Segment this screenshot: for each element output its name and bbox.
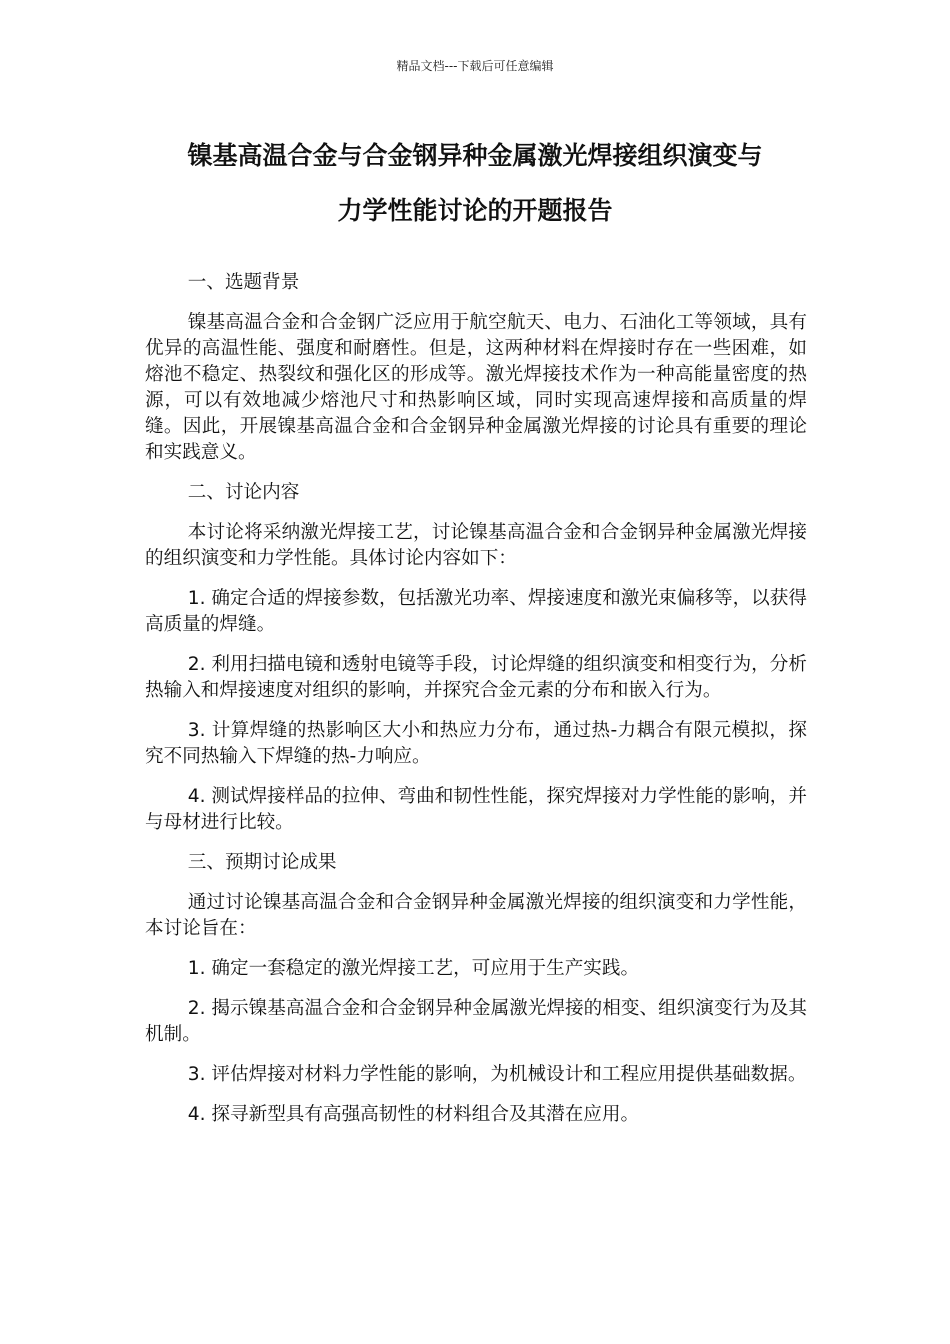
section-heading-expected-results: 三、预期讨论成果 — [187, 852, 337, 873]
list-item: 4. 测试焊接样品的拉伸、弯曲和韧性性能，探究焊接对力学性能的影响，并与母材进行比较。 — [145, 786, 807, 833]
paragraph-content-intro: 本讨论将采纳激光焊接工艺，讨论镍基高温合金和合金钢异种金属激光焊接的组织演变和力学性能。具体讨论内容如下： — [145, 522, 807, 569]
list-item: 1. 确定一套稳定的激光焊接工艺，可应用于生产实践。 — [187, 958, 640, 979]
document-title-line-2: 力学性能讨论的开题报告 — [337, 196, 613, 225]
list-item: 3. 计算焊缝的热影响区大小和热应力分布，通过热-力耦合有限元模拟，探究不同热输入下焊缝的热-力响应。 — [145, 720, 807, 767]
header-note: 精品文档---下载后可任意编辑 — [396, 59, 554, 73]
section-heading-content: 二、讨论内容 — [187, 482, 300, 503]
section-heading-background: 一、选题背景 — [187, 272, 300, 293]
document-body — [145, 270, 807, 1142]
paragraph-results-intro: 通过讨论镍基高温合金和合金钢异种金属激光焊接的组织演变和力学性能，本讨论旨在： — [145, 892, 807, 939]
document-title-line-1: 镍基高温合金与合金钢异种金属激光焊接组织演变与 — [187, 141, 763, 170]
list-item: 4. 探寻新型具有高强高韧性的材料组合及其潜在应用。 — [187, 1104, 640, 1125]
list-item: 1. 确定合适的焊接参数，包括激光功率、焊接速度和激光束偏移等，以获得高质量的焊缝。 — [145, 588, 807, 635]
paragraph-background: 镍基高温合金和合金钢广泛应用于航空航天、电力、石油化工等领域，具有优异的高温性能、强度和耐磨性。但是，这两种材料在焊接时存在一些困难，如熔池不稳定、热裂纹和强化区的形成等。激光焊接技术作为一种高能量密度的热源，可以有效地减少熔池尺寸和热影响区域，同时实现高速焊接和高质量的焊缝。因此，开展镍基高温合金和合金钢异种金属激光焊接的讨论具有重要的理论和实践意义。 — [145, 312, 807, 463]
list-item: 2. 利用扫描电镜和透射电镜等手段，讨论焊缝的组织演变和相变行为，分析热输入和焊接速度对组织的影响，并探究合金元素的分布和嵌入行为。 — [145, 654, 807, 701]
list-item: 3. 评估焊接对材料力学性能的影响，为机械设计和工程应用提供基础数据。 — [187, 1064, 807, 1085]
list-item: 2. 揭示镍基高温合金和合金钢异种金属激光焊接的相变、组织演变行为及其机制。 — [145, 998, 807, 1045]
